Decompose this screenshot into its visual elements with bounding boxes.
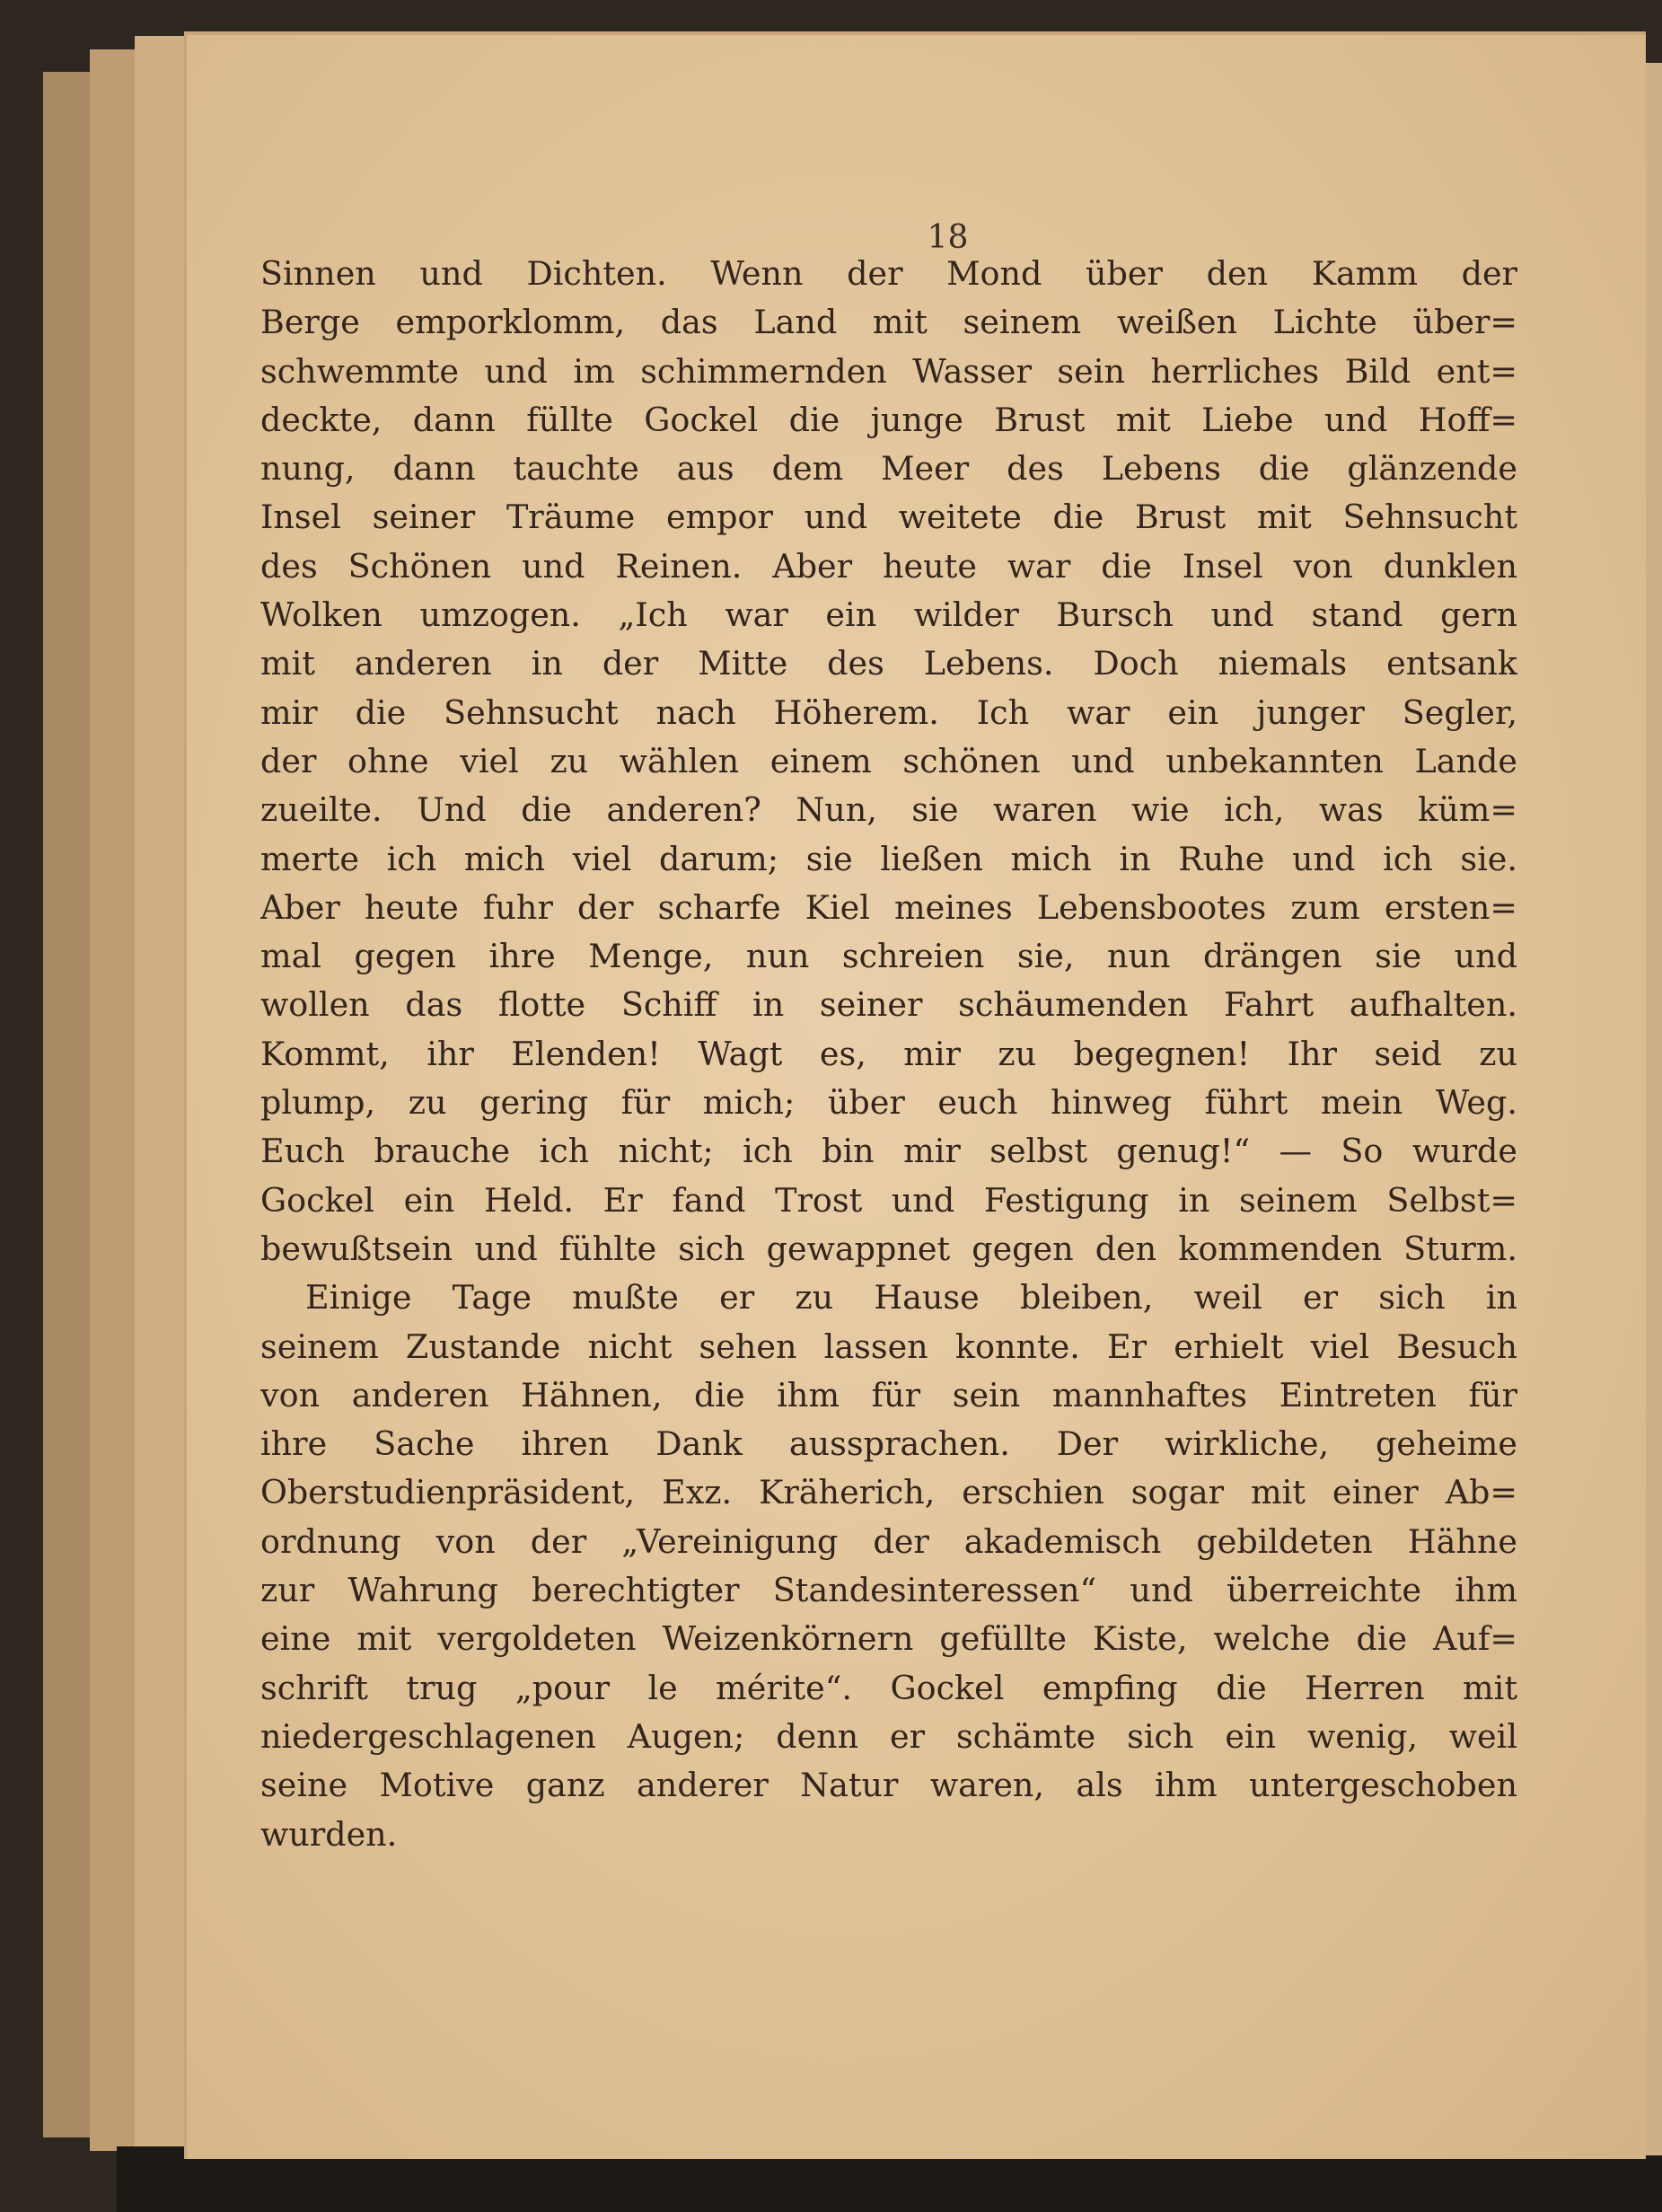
text-line: zur Wahrung berechtigter Standesinteressen“ und überreichte ihm xyxy=(260,1571,1517,1610)
text-line: mal gegen ihre Menge, nun schreien sie, nun drängen sie und xyxy=(260,937,1517,976)
text-line: Gockel ein Held. Er fand Trost und Festigung in seinem Selbst= xyxy=(260,1180,1517,1220)
text-line: Kommt, ihr Elenden! Wagt es, mir zu begegnen! Ihr seid zu xyxy=(260,1034,1517,1073)
text-line: merte ich mich viel darum; sie ließen mich in Ruhe und ich sie. xyxy=(260,839,1517,878)
text-line: bewußtsein und fühlte sich gewappnet gegen den kommenden Sturm. xyxy=(260,1229,1517,1268)
text-line: ihre Sache ihren Dank aussprachen. Der wirkliche, geheime xyxy=(260,1424,1517,1464)
text-line: deckte, dann füllte Gockel die junge Brust mit Liebe und Hoff= xyxy=(260,400,1517,439)
text-line: eine mit vergoldeten Weizenkörnern gefüllte Kiste, welche die Auf= xyxy=(260,1619,1517,1659)
text-line: Euch brauche ich nicht; ich bin mir selbst genug!“ — So wurde xyxy=(260,1132,1517,1171)
text-line: seinem Zustande nicht sehen lassen konnte. Er erhielt viel Besuch xyxy=(260,1326,1517,1366)
text-line: schwemmte und im schimmernden Wasser sein herrliches Bild ent= xyxy=(260,351,1517,391)
text-line: wollen das flotte Schiff in seiner schäumenden Fahrt aufhalten. xyxy=(260,985,1517,1025)
text-line: Oberstudienpräsident, Exz. Kräherich, erschien sogar mit einer Ab= xyxy=(260,1473,1517,1512)
page-number: 18 xyxy=(927,219,969,256)
text-line: Sinnen und Dichten. Wenn der Mond über den Kamm der xyxy=(260,254,1517,293)
body-text xyxy=(260,250,1517,1859)
text-line: plump, zu gering für mich; über euch hinweg führt mein Weg. xyxy=(260,1083,1517,1123)
text-line: ordnung von der „Vereinigung der akademisch gebildeten Hähne xyxy=(260,1521,1517,1561)
text-line: zueilte. Und die anderen? Nun, sie waren wie ich, was küm= xyxy=(260,790,1517,830)
text-line: des Schönen und Reinen. Aber heute war die Insel von dunklen xyxy=(260,546,1517,586)
text-line: Wolken umzogen. „Ich war ein wilder Bursch und stand gern xyxy=(260,595,1517,635)
text-line: von anderen Hähnen, die ihm für sein mannhaftes Eintreten für xyxy=(260,1375,1517,1414)
text-line: Einige Tage mußte er zu Hause bleiben, weil er sich in xyxy=(305,1278,1517,1318)
text-line: niedergeschlagenen Augen; denn er schämte sich ein wenig, weil xyxy=(260,1716,1517,1756)
text-line: der ohne viel zu wählen einem schönen und unbekannten Lande xyxy=(260,741,1517,780)
text-line: Berge emporklomm, das Land mit seinem weißen Lichte über= xyxy=(260,303,1517,342)
text-line: Aber heute fuhr der scharfe Kiel meines Lebensbootes zum ersten= xyxy=(260,887,1517,927)
text-line: mit anderen in der Mitte des Lebens. Doch niemals entsank xyxy=(260,644,1517,683)
text-line: nung, dann tauchte aus dem Meer des Lebens die glänzende xyxy=(260,449,1517,489)
text-line: seine Motive ganz anderer Natur waren, als ihm untergeschoben xyxy=(260,1766,1517,1805)
text-line: mir die Sehnsucht nach Höherem. Ich war ein junger Segler, xyxy=(260,692,1517,732)
text-line: schrift trug „pour le mérite“. Gockel empfing die Herren mit xyxy=(260,1668,1517,1707)
text-line: wurden. xyxy=(260,1814,398,1854)
text-line: Insel seiner Träume empor und weitete die Brust mit Sehnsucht xyxy=(260,498,1517,537)
